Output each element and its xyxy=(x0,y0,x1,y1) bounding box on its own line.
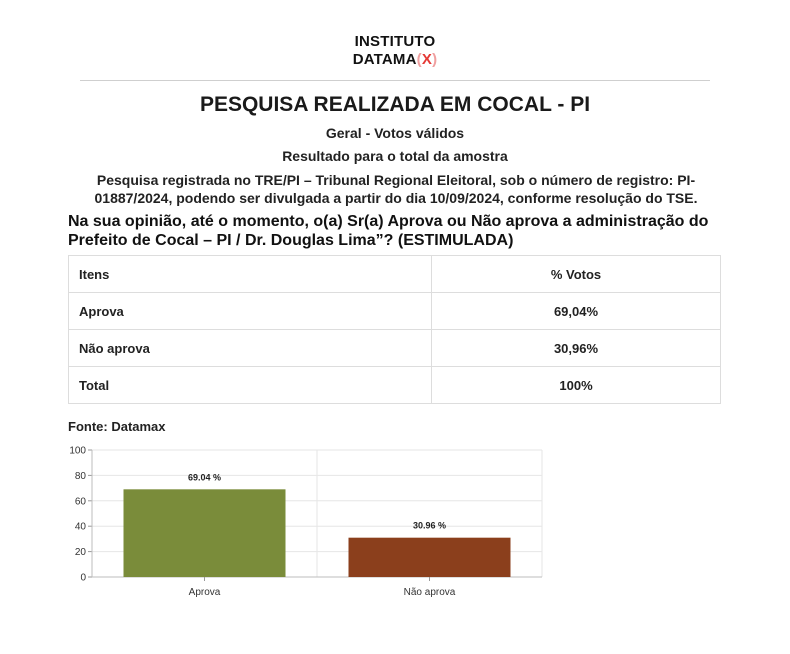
registration-note: Pesquisa registrada no TRE/PI – Tribunal Regional Eleitoral, sob o número de registro: PI-01887/2024, podendo ser divulgada a partir do dia 10/09/2024, conforme resolução do TSE. xyxy=(94,172,698,206)
page-title: PESQUISA REALIZADA EM COCAL - PI xyxy=(199,93,591,116)
y-tick-label: 0 xyxy=(80,572,86,584)
table-row xyxy=(69,293,721,330)
y-tick-label: 20 xyxy=(74,547,86,559)
table-header-itens: Itens xyxy=(69,256,432,293)
logo-line-2 xyxy=(0,51,790,69)
table-header-row xyxy=(69,256,721,293)
subtitle-geral: Geral - Votos válidos xyxy=(325,125,465,141)
logo-main-text: DATAMA xyxy=(352,51,417,68)
table-header-votos: % Votos xyxy=(432,256,721,293)
bar-nao-aprova xyxy=(349,538,511,577)
table-cell-item: Total xyxy=(69,367,432,404)
source-note: Fonte: Datamax xyxy=(68,419,166,434)
table-cell-item: Não aprova xyxy=(69,330,432,367)
bar-data-label: 69.04 % xyxy=(187,472,222,483)
logo-paren-open: ( xyxy=(416,51,422,68)
x-category-label: Não aprova xyxy=(403,587,456,598)
y-tick-label: 100 xyxy=(69,445,86,457)
table-cell-value: 30,96% xyxy=(432,330,721,367)
survey-question: Na sua opinião, até o momento, o(a) Sr(a) Aprova ou Não aprova a administração do Prefeito de Cocal – PI / Dr. Douglas Lima”? (ESTIMULADA) xyxy=(68,213,709,249)
table-cell-value: 69,04% xyxy=(432,293,721,330)
table-row xyxy=(69,330,721,367)
subtitle-resultado: Resultado para o total da amostra xyxy=(282,148,508,164)
table-row xyxy=(69,367,721,404)
logo-x-mark: X xyxy=(421,51,433,68)
x-category-label: Aprova xyxy=(188,587,221,598)
chart-svg xyxy=(55,440,555,605)
table-cell-value: 100% xyxy=(432,367,721,404)
brand-logo xyxy=(0,33,790,69)
approval-bar-chart xyxy=(55,440,555,605)
bar-data-label: 30.96 % xyxy=(412,520,447,531)
logo-line-1: INSTITUTO xyxy=(354,33,436,50)
logo-paren-close: ) xyxy=(432,51,438,68)
table-cell-item: Aprova xyxy=(69,293,432,330)
bar-aprova xyxy=(124,489,286,577)
results-table xyxy=(68,255,721,404)
y-tick-label: 80 xyxy=(74,470,86,482)
y-tick-label: 40 xyxy=(74,521,86,533)
header-divider xyxy=(80,80,710,81)
y-tick-label: 60 xyxy=(74,496,86,508)
